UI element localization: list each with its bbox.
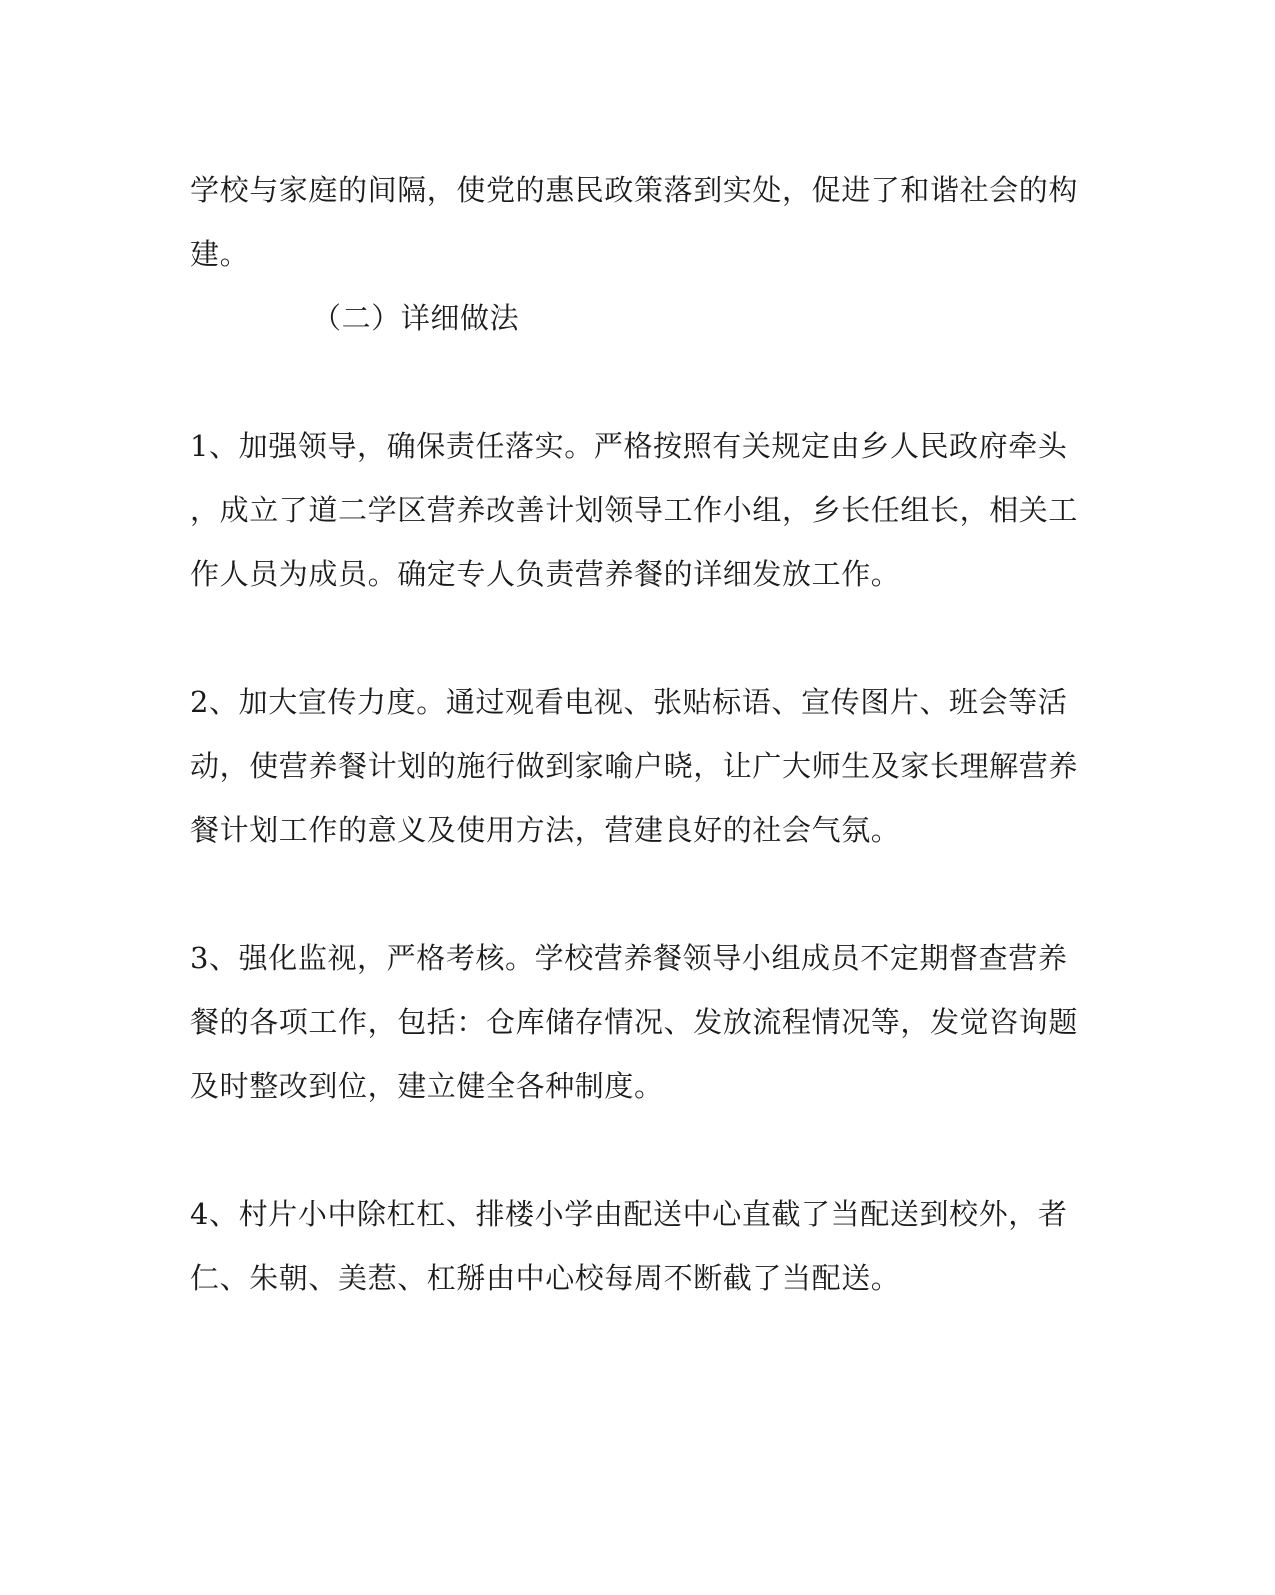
item-4-line-1: 4、村片小中除杠杠、排楼小学由配送中心直截了当配送到校外，者 — [190, 1197, 1068, 1231]
item-1-line-1: 1、加强领导，确保责任落实。严格按照有关规定由乡人民政府牵头 — [190, 429, 1068, 463]
item-4-line-2: 仁、朱朝、美惹、杠掰由中心校每周不断截了当配送。 — [190, 1261, 901, 1295]
item-1-line-3: 作人员为成员。确定专人负责营养餐的详细发放工作。 — [190, 557, 901, 591]
paragraph-intro-line-1: 学校与家庭的间隔，使党的惠民政策落到实处，促进了和谐社会的构 — [190, 173, 1079, 207]
item-2-line-1: 2、加大宣传力度。通过观看电视、张贴标语、宣传图片、班会等活 — [190, 685, 1068, 719]
item-2-line-2: 动，使营养餐计划的施行做到家喻户晓，让广大师生及家长理解营养 — [190, 749, 1079, 783]
section-heading: （二）详细做法 — [312, 301, 520, 335]
item-3-line-1: 3、强化监视，严格考核。学校营养餐领导小组成员不定期督查营养 — [190, 941, 1068, 975]
item-3-line-2: 餐的各项工作，包括：仓库储存情况、发放流程情况等，发觉咨询题 — [190, 1005, 1079, 1039]
item-2-line-3: 餐计划工作的意义及使用方法，营建良好的社会气氛。 — [190, 813, 901, 847]
item-1-line-2: ，成立了道二学区营养改善计划领导工作小组，乡长任组长，相关工 — [190, 493, 1079, 527]
item-3-line-3: 及时整改到位，建立健全各种制度。 — [190, 1069, 664, 1103]
paragraph-intro-line-2: 建。 — [190, 237, 250, 271]
